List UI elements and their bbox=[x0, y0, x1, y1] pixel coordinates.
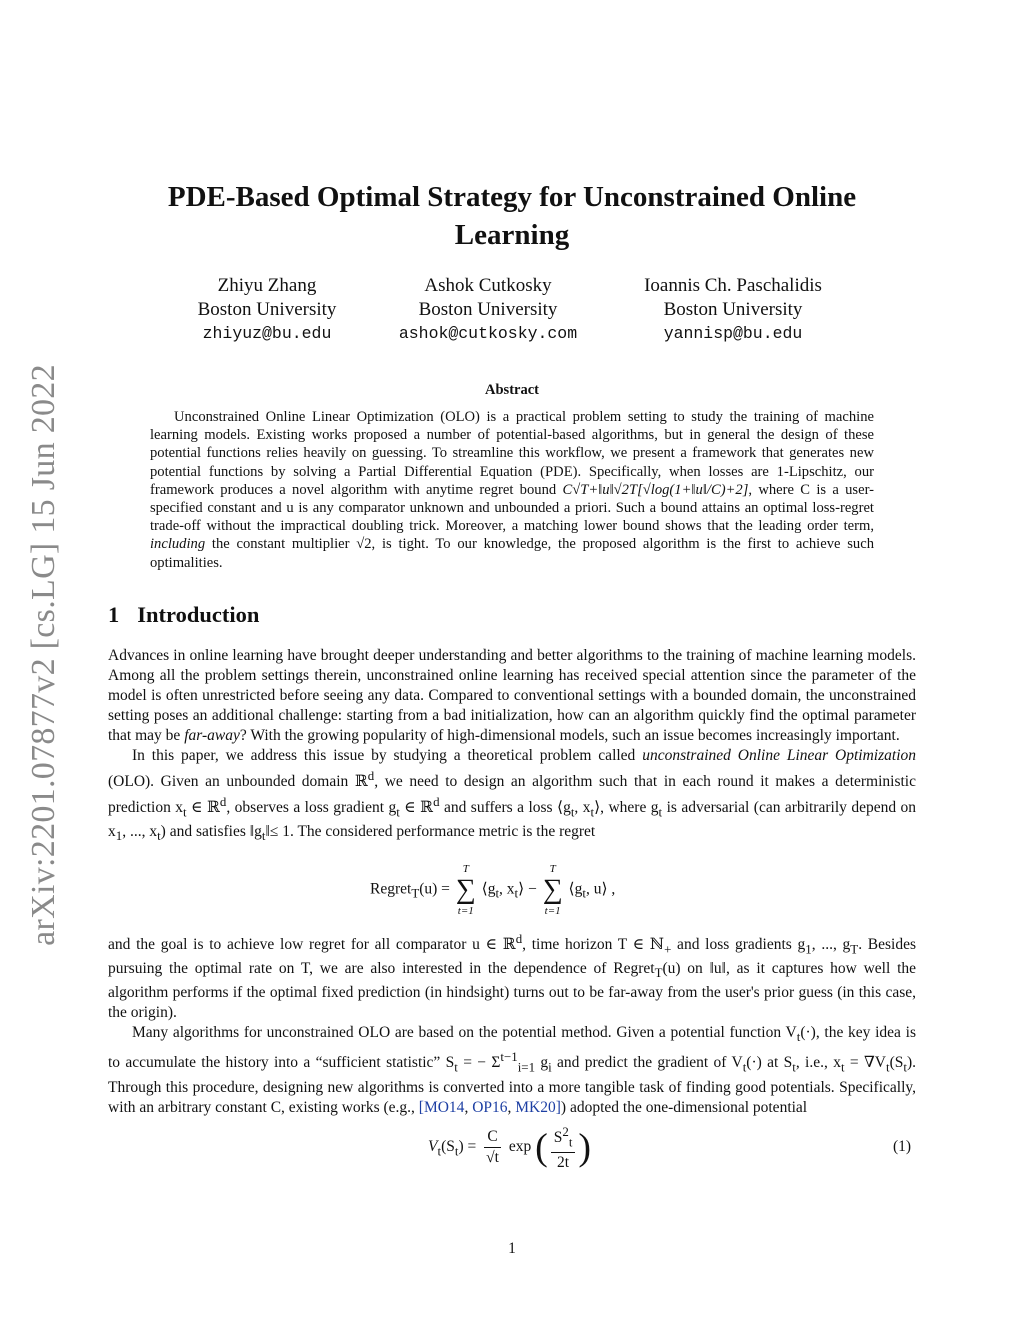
abstract-text: Unconstrained Online Linear Optimization (OLO) is a practical problem setting to study the training of machine learning models. Existing works proposed a number of potential-based algorithms, but in general the design of these potential functions relies heavily on guessing. To streamline this workflow, we present a framework that generates new potential functions by solving a Partial Differential Equation (PDE). Specifically, when losses are 1-Lipschitz, our framework produces a novel algorithm with anytime regret bound bbox=[150, 409, 874, 498]
paragraph-text: (S bbox=[889, 1054, 904, 1072]
subscript: t bbox=[183, 804, 187, 820]
sum-upper-limit: T bbox=[462, 863, 469, 875]
equation-text: exp bbox=[508, 1138, 532, 1156]
paragraph-text: , we need to design an algorithm such that in each round it makes a deterministic prediction x bbox=[108, 773, 916, 817]
abstract-text: the constant multiplier √2, is tight. To our knowledge, the proposed algorithm is the first to achieve such optimalities. bbox=[150, 536, 874, 571]
emphasis: unconstrained Online Linear Optimization bbox=[642, 747, 916, 764]
author-email: yannisp@bu.edu bbox=[663, 324, 803, 343]
author-email: ashok@cutkosky.com bbox=[398, 324, 578, 343]
fraction-numerator: C bbox=[484, 1127, 500, 1148]
author-name: Zhiyu Zhang bbox=[217, 275, 317, 296]
paragraph: Many algorithms for unconstrained OLO are based on the potential method. Given a potential function $V_t(\cdot)$, the key idea is to accumulate the history into a “sufficient statistic” $S_t$ = − $\Sigma^{t-1}_{i=1}$ $g_i$ and predict the gradient of $V_t(\cdot)$ at $S_t$, i.e., $x_t = \nabla V_t(S_t)$. Through this procedure, designing new algorithms is converted into a more tangible task of finding good potentials. Specifically, with an arbitrary constant C, existing works (e.g., [MO14, OP16, MK20]) adopted the one-dimensional potential bbox=[108, 1024, 917, 1116]
subscript: t bbox=[582, 885, 586, 901]
subscript: t bbox=[903, 1059, 907, 1075]
paragraph-text: ) and satisfies ‖g bbox=[160, 823, 262, 841]
superscript: d bbox=[219, 794, 227, 810]
paragraph-text: ⟩, where g bbox=[594, 799, 659, 817]
equation-number: (1) bbox=[893, 1138, 912, 1155]
regret-bound-formula: C√T+‖u‖√2T[√log(1+‖u‖/C)+2] bbox=[562, 481, 749, 498]
fraction-denominator: √t bbox=[486, 1149, 499, 1167]
author-affiliation: Boston University bbox=[663, 299, 803, 320]
section-heading bbox=[108, 602, 259, 628]
right-paren-icon: ) bbox=[578, 1126, 592, 1169]
citation-link[interactable]: OP16 bbox=[472, 1098, 508, 1116]
paragraph-text: (u) on ‖u‖, as it captures how well the algorithm performs if the optimal fixed prediction (in hindsight) turns out to be far-away from the user's prior guess (in this case, the origin). bbox=[108, 960, 916, 1022]
subscript: t bbox=[157, 828, 161, 844]
subscript: t bbox=[514, 885, 519, 901]
equation-text: (S bbox=[441, 1138, 455, 1156]
subscript: t bbox=[261, 828, 266, 844]
subscript: t bbox=[454, 1143, 459, 1159]
paragraph-text: (·) at S bbox=[746, 1054, 793, 1072]
regret-equation bbox=[370, 862, 615, 918]
subscript: t bbox=[495, 885, 500, 901]
author-affiliation: Boston University bbox=[197, 299, 337, 320]
paragraph-text: . Besides pursuing the optimal rate on T, we are also interested in the dependence of Regret bbox=[108, 936, 916, 978]
author-email: zhiyuz@bu.edu bbox=[202, 324, 332, 343]
paragraph bbox=[108, 929, 916, 1023]
paragraph-text: ‖≤ 1. The considered performance metric is the regret bbox=[265, 823, 596, 841]
subscript: t bbox=[590, 804, 595, 820]
subscript: T bbox=[411, 885, 420, 901]
paragraph-text: and predict the gradient of V bbox=[551, 1054, 743, 1072]
superscript: d bbox=[433, 794, 440, 810]
abstract-emphasis: including bbox=[150, 536, 206, 553]
equation-text: , x bbox=[499, 880, 515, 898]
equation-text: ⟨g bbox=[481, 880, 496, 898]
subscript: t bbox=[885, 1059, 890, 1075]
superscript: d bbox=[515, 931, 523, 946]
paragraph bbox=[108, 746, 916, 847]
subscript: t bbox=[437, 1143, 442, 1159]
equation-text: Regret bbox=[370, 880, 412, 898]
page-number: 1 bbox=[508, 1240, 516, 1257]
paragraph-text: = − Σ bbox=[457, 1054, 501, 1072]
subscript: t bbox=[742, 1059, 747, 1075]
author-name: Ashok Cutkosky bbox=[424, 275, 552, 296]
summation-symbol: T ∑ t=1 bbox=[455, 863, 476, 917]
citation-link[interactable]: [MO14 bbox=[418, 1098, 465, 1116]
potential-equation bbox=[428, 1122, 591, 1173]
body-text-middle bbox=[108, 929, 916, 1118]
paragraph-text: ). Through this procedure, designing new algorithms is converted into a more tangible task of finding good potentials. Specifically, with an arbitrary constant C, existing works (e.g., bbox=[108, 1054, 917, 1116]
subscript: i=1 bbox=[517, 1059, 536, 1075]
emphasis: far-away bbox=[184, 727, 240, 744]
paragraph-text: = ∇V bbox=[844, 1054, 886, 1072]
paragraph-text: , ..., x bbox=[122, 823, 158, 841]
subscript: t bbox=[792, 1059, 796, 1075]
left-paren-icon: ( bbox=[535, 1126, 548, 1169]
abstract-heading: Abstract bbox=[485, 382, 539, 398]
superscript: t−1 bbox=[500, 1049, 518, 1065]
equation-text: S bbox=[553, 1129, 563, 1147]
superscript: 2 bbox=[562, 1124, 569, 1139]
paragraph-text: g bbox=[535, 1054, 549, 1072]
subscript: t bbox=[454, 1059, 458, 1075]
subscript: T bbox=[654, 965, 663, 981]
paragraph-text: Many algorithms for unconstrained OLO are based on the potential method. Given a potential function V bbox=[132, 1024, 797, 1042]
subscript: t bbox=[396, 804, 400, 820]
subscript: 1 bbox=[115, 828, 123, 844]
paragraph-text: , i.e., x bbox=[795, 1054, 841, 1072]
paragraph-text: ∈ ℝ bbox=[186, 799, 220, 817]
equation-text: ⟩ − bbox=[518, 880, 537, 898]
sum-upper-limit: T bbox=[549, 863, 556, 875]
fraction bbox=[483, 1127, 502, 1168]
subscript: t bbox=[796, 1029, 801, 1045]
equation-text: ) = bbox=[458, 1138, 477, 1156]
paragraph-text: , observes a loss gradient g bbox=[226, 799, 397, 817]
paragraph-text: In this paper, we address this issue by studying a theoretical problem called bbox=[132, 747, 636, 764]
summation-symbol: T ∑ t=1 bbox=[542, 863, 563, 917]
paragraph-text: , x bbox=[574, 799, 591, 817]
fraction-denominator: 2t bbox=[557, 1154, 570, 1172]
paragraph-text: (OLO). Given an unbounded domain ℝ bbox=[108, 773, 368, 791]
arxiv-identifier-stamp: arXiv:2201.07877v2 [cs.LG] 15 Jun 2022 bbox=[25, 364, 62, 946]
fraction bbox=[551, 1122, 576, 1173]
fraction-numerator bbox=[551, 1122, 576, 1153]
author-affiliation: Boston University bbox=[418, 299, 558, 320]
sum-lower-limit: t=1 bbox=[544, 905, 561, 917]
citation-link[interactable]: MK20] bbox=[515, 1098, 561, 1116]
subscript: t bbox=[840, 1059, 845, 1075]
paragraph-text: ? With the growing popularity of high-dimensional models, such an issue becomes increasingly important. bbox=[239, 727, 900, 744]
equation-text: (u) = bbox=[419, 880, 450, 898]
author-block bbox=[603, 274, 863, 346]
paragraph-text: and suffers a loss ⟨g bbox=[439, 799, 571, 817]
paragraph-text: and the goal is to achieve low regret for all comparator u ∈ ℝ bbox=[108, 936, 516, 954]
superscript: d bbox=[367, 768, 375, 783]
sum-lower-limit: t=1 bbox=[457, 905, 474, 917]
paragraph-text: , ..., g bbox=[811, 936, 851, 954]
equation-text: ⟨g bbox=[568, 880, 583, 898]
abstract-body bbox=[150, 408, 874, 572]
paragraph-text: Advances in online learning have brought deeper understanding and better algorithms to the training of machine learning models. Among all the problem settings therein, unconstrained online learning has received special attention since the parameter of the model is often unrestricted before seeing any data. Compared to conventional settings with a bounded domain, the unconstrained setting poses an additional challenge: starting from a bad initialization, how can an algorithm quickly find the optimal parameter that may be bbox=[108, 647, 916, 744]
abstract-text: , where C is a user-specified constant and u is any comparator unknown and unbounded a priori. Such a bound attains an optimal loss-regret trade-off without the impractical doubling trick. Moreover, a matching lower bound shows that the leading order term, bbox=[150, 481, 874, 535]
subscript: T bbox=[850, 941, 859, 957]
paragraph-text: (·), the key idea is to accumulate the history into a “sufficient statistic” S bbox=[108, 1024, 916, 1072]
paragraph-text: and loss gradients g bbox=[671, 936, 806, 954]
section-number: 1 bbox=[108, 602, 120, 627]
title-line-1: PDE-Based Optimal Strategy for Unconstrained Online bbox=[167, 181, 857, 213]
paper-title bbox=[100, 178, 924, 254]
subscript: t bbox=[570, 804, 575, 820]
subscript: i bbox=[548, 1059, 552, 1075]
subscript: t bbox=[568, 1134, 573, 1150]
section-title: Introduction bbox=[137, 602, 260, 627]
author-block bbox=[358, 274, 618, 346]
paragraph bbox=[108, 646, 916, 746]
paragraph-text: ∈ ℝ bbox=[399, 799, 434, 817]
paragraph-text: , time horizon T ∈ ℕ bbox=[522, 936, 665, 954]
subscript: 1 bbox=[805, 941, 812, 957]
paragraph-text: ) adopted the one-dimensional potential bbox=[560, 1098, 808, 1116]
subscript: + bbox=[664, 941, 672, 957]
author-name: Ioannis Ch. Paschalidis bbox=[644, 275, 822, 296]
title-line-2: Learning bbox=[454, 219, 570, 251]
paragraph-text: is adversarial (can arbitrarily depend on x bbox=[108, 799, 917, 841]
abstract-paragraph bbox=[150, 408, 874, 572]
equation-text: , u⟩ , bbox=[585, 880, 616, 898]
body-text-top bbox=[108, 646, 916, 847]
equation-text: V bbox=[428, 1138, 438, 1156]
subscript: t bbox=[658, 804, 663, 820]
